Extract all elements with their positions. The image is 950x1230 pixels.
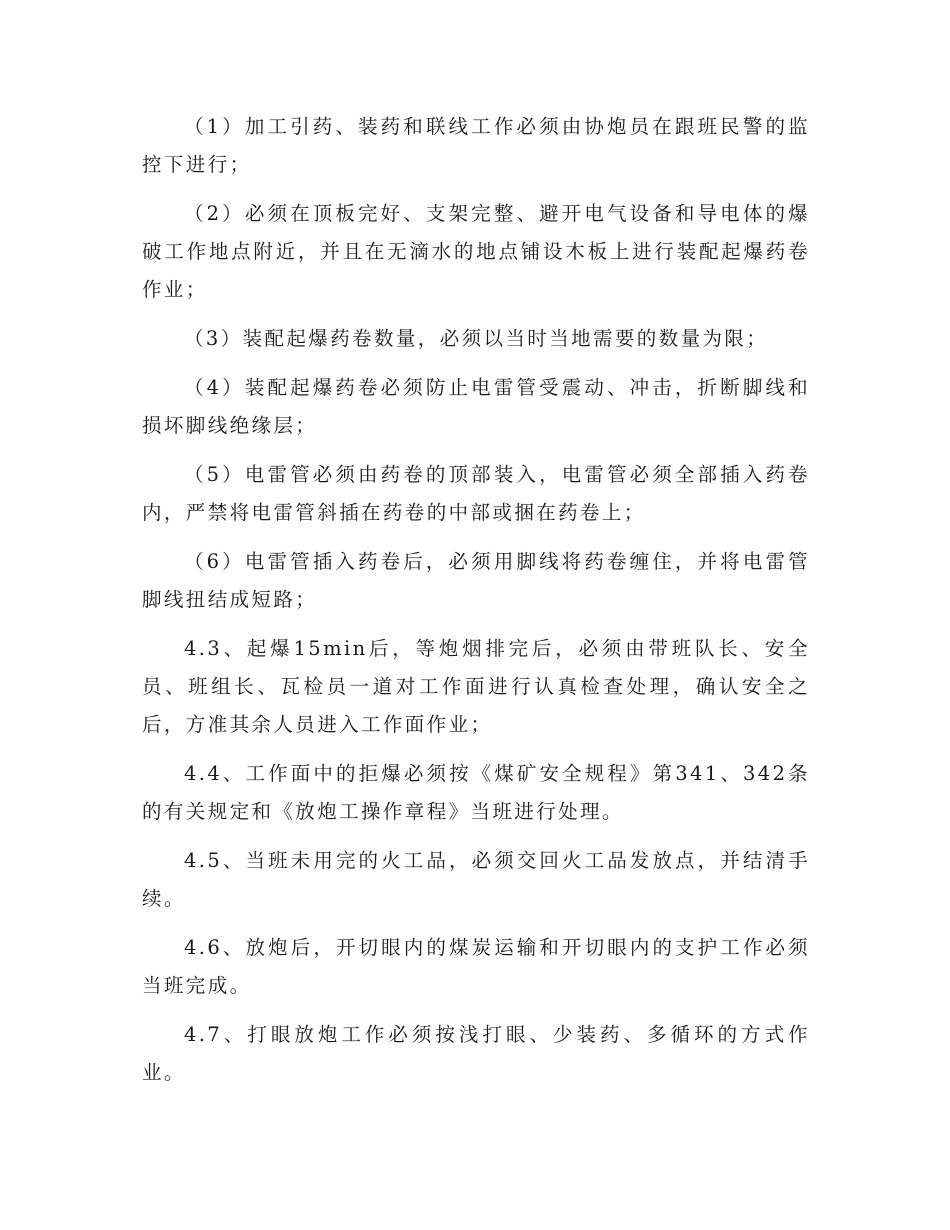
- paragraph-item-6: （6）电雷管插入药卷后，必须用脚线将药卷缠住，并将电雷管脚线扭结成短路；: [142, 550, 810, 611]
- paragraph-item-3: （3）装配起爆药卷数量，必须以当时当地需要的数量为限；: [184, 327, 769, 350]
- paragraph-section-4-4: 4.4、工作面中的拒爆必须按《煤矿安全规程》第341、342条的有关规定和《放炮工操作章程》当班进行处理。: [142, 762, 810, 823]
- paragraph-item-5: （5）电雷管必须由药卷的顶部装入，电雷管必须全部插入药卷内，严禁将电雷管斜插在药卷的中部或捆在药卷上；: [142, 463, 810, 524]
- paragraph-section-4-7: 4.7、打眼放炮工作必须按浅打眼、少装药、多循环的方式作业。: [142, 1023, 810, 1084]
- paragraph-item-1: （1）加工引药、装药和联线工作必须由协炮员在跟班民警的监控下进行；: [142, 115, 810, 176]
- paragraph-item-4: （4）装配起爆药卷必须防止电雷管受震动、冲击，折断脚线和损坏脚线绝缘层；: [142, 376, 810, 437]
- paragraph-section-4-5: 4.5、当班未用完的火工品，必须交回火工品发放点，并结清手续。: [142, 849, 810, 910]
- paragraph-section-4-3: 4.3、起爆15min后，等炮烟排完后，必须由带班队长、安全员、班组长、瓦检员一道对工作面进行认真检查处理，确认安全之后，方准其余人员进入工作面作业；: [142, 637, 810, 736]
- paragraph-section-4-6: 4.6、放炮后，开切眼内的煤炭运输和开切眼内的支护工作必须当班完成。: [142, 936, 810, 997]
- paragraph-item-2: （2）必须在顶板完好、支架完整、避开电气设备和导电体的爆破工作地点附近，并且在无滴水的地点铺设木板上进行装配起爆药卷作业；: [142, 202, 810, 301]
- document-body: [142, 108, 810, 1103]
